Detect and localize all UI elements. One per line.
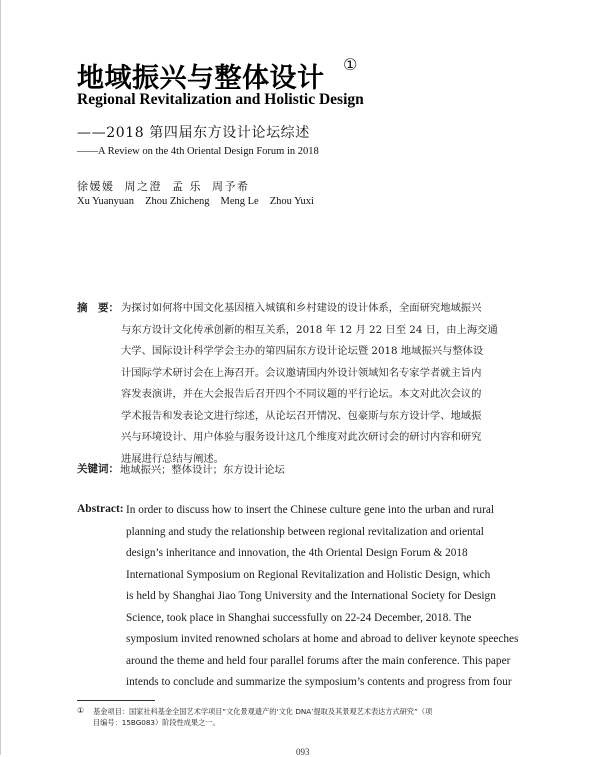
title-footnote-mark[interactable]: ① xyxy=(343,55,358,74)
abstract-cn-line: 计国际学术研讨会在上海召开。会议邀请国内外设计领域知名专家学者就主旨内 xyxy=(121,366,482,379)
author-en: Xu Yuanyuan xyxy=(77,196,135,207)
author-cn: 周之澄 xyxy=(124,180,162,193)
authors-english xyxy=(77,196,325,207)
abstract-cn-line: 容发表演讲，并在大会报告后召开四个不同议题的平行论坛。本文对此次会议的 xyxy=(121,388,482,400)
title-english: Regional Revitalization and Holistic Design xyxy=(77,91,364,108)
footnote-divider xyxy=(77,700,155,701)
abstract-cn-line: 为探讨如何将中国文化基因植入城镇和乡村建设的设计体系，全面研究地域振兴 xyxy=(121,302,482,314)
abstract-cn-label: 摘 要： xyxy=(77,302,119,314)
authors-chinese xyxy=(77,178,260,194)
abstract-en-label: Abstract: xyxy=(77,503,124,515)
abstract-en-line: symposium invited renowned scholars at home and abroad to deliver keynote speeches xyxy=(126,633,519,645)
abstract-en-line: around the theme and held four parallel forums after the main conference. This paper xyxy=(126,654,511,667)
abstract-en-line: planning and study the relationship between regional revitalization and oriental xyxy=(126,525,484,538)
abstract-en-line: intends to conclude and summarize the symposium’s contents and progress from four xyxy=(126,676,512,688)
abstract-cn-line: 进展进行总结与阐述。 xyxy=(121,452,224,465)
author-cn: 徐媛媛 xyxy=(77,180,115,193)
author-cn: 周予希 xyxy=(212,180,250,193)
abstract-en-line: is held by Shanghai Jiao Tong University and the International Society for Design xyxy=(126,590,496,602)
author-en: Meng Le xyxy=(220,196,259,207)
abstract-en-body xyxy=(126,500,531,694)
author-en: Zhou Yuxi xyxy=(269,196,314,207)
footnote-text xyxy=(93,706,543,728)
title-chinese: 地域振兴与整体设计 xyxy=(77,63,325,94)
footnote-line: 目编号：15BG083）阶段性成果之一。 xyxy=(93,718,220,727)
abstract-en-line: design’s inheritance and innovation, the 4th Oriental Design Forum & 2018 xyxy=(126,547,468,559)
page-number: 093 xyxy=(296,747,310,757)
author-en: Zhou Zhicheng xyxy=(145,196,210,207)
abstract-cn-line: 与东方设计文化传承创新的相互关系，2018 年 12 月 22 日至 24 日，由上海交通 xyxy=(121,323,498,336)
page-left-edge-rule xyxy=(0,0,1,755)
abstract-cn-line: 学术报告和发表论文进行综述，从论坛召开情况、包豪斯与东方设计学、地域振 xyxy=(121,409,482,422)
author-cn: 孟 乐 xyxy=(172,180,202,193)
footnote-line: 基金项目：国家社科基金全国艺术学项目“文化景观遗产的‘文化 DNA’提取及其景观艺术表达方式研究”（项 xyxy=(93,707,433,716)
abstract-cn-line: 兴与环境设计、用户体验与服务设计这几个维度对此次研讨会的研讨内容和研究 xyxy=(121,431,482,443)
subtitle-english: ——A Review on the 4th Oriental Design Forum in 2018 xyxy=(77,146,319,157)
abstract-en-line: International Symposium on Regional Revitalization and Holistic Design, which xyxy=(126,568,491,581)
abstract-cn-line: 大学、国际设计科学学会主办的第四届东方设计论坛暨 2018 地域振兴与整体设 xyxy=(121,345,484,357)
footnote-mark: ① xyxy=(77,706,85,715)
abstract-cn-body xyxy=(121,298,561,470)
subtitle-chinese: ——2018 第四届东方设计论坛综述 xyxy=(77,125,310,141)
abstract-en-line: Science, took place in Shanghai successfully on 22-24 December, 2018. The xyxy=(126,611,472,624)
keywords-label: 关键词： xyxy=(77,463,119,475)
abstract-en-line: In order to discuss how to insert the Chinese culture gene into the urban and rural xyxy=(126,504,494,516)
keywords-text: 地域振兴；整体设计；东方设计论坛 xyxy=(120,464,285,476)
